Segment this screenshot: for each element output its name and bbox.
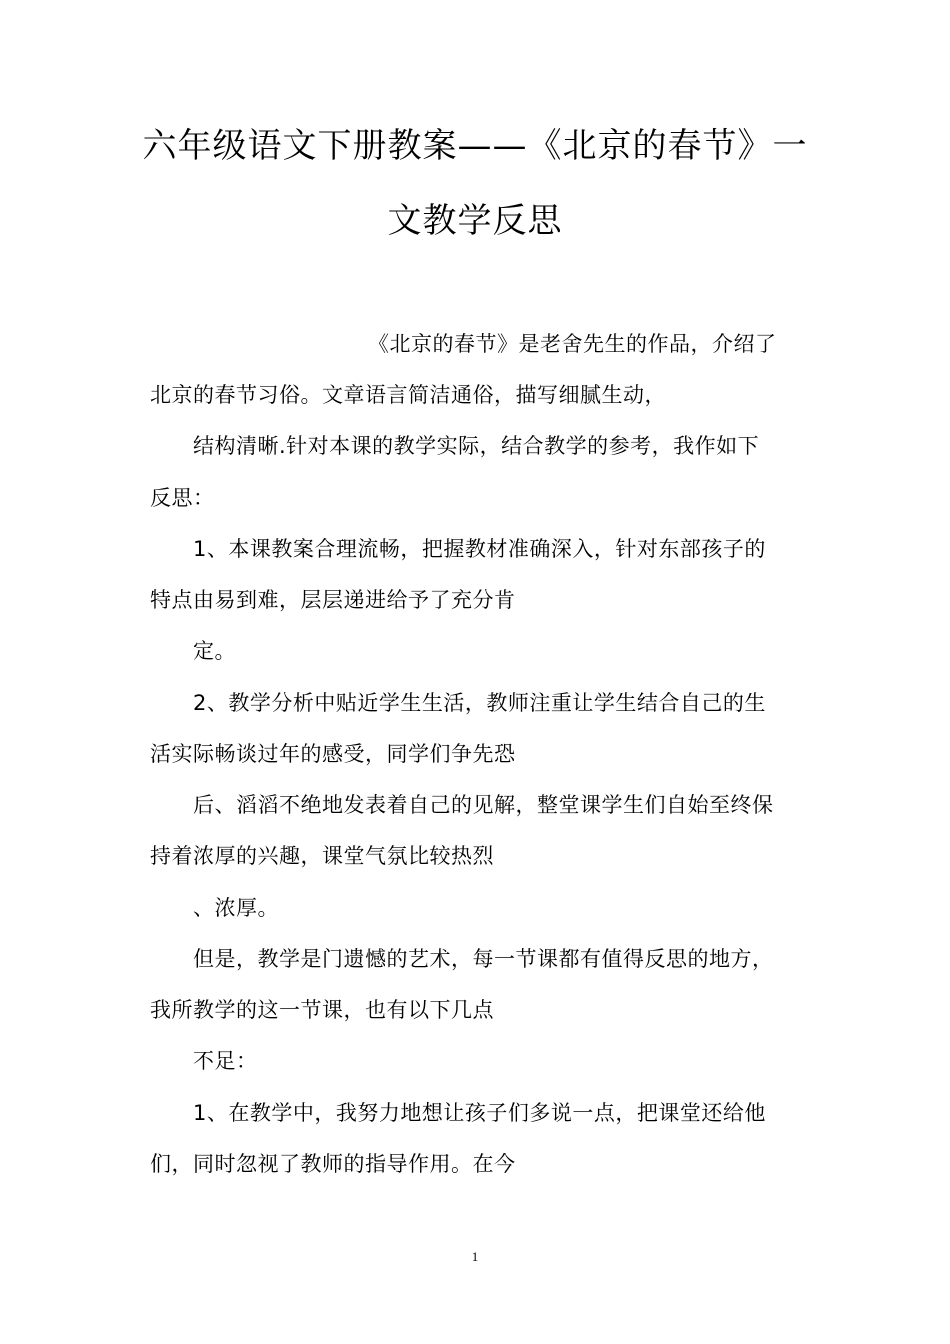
paragraph-line: 活实际畅谈过年的感受，同学们争先恐 (150, 742, 516, 766)
paragraph-line: 持着浓厚的兴趣，课堂气氛比较热烈 (150, 844, 494, 868)
paragraph-line: 但是，教学是门遗憾的艺术，每一节课都有值得反思的地方， (193, 947, 774, 971)
paragraph-line: 结构清晰.针对本课的教学实际，结合教学的参考，我作如下 (193, 434, 760, 458)
paragraph-line: 定。 (193, 639, 236, 663)
paragraph-line: 《北京的春节》是老舍先生的作品，介绍了 (368, 332, 777, 356)
paragraph-line: 2、教学分析中贴近学生生活，教师注重让学生结合自己的生 (193, 691, 766, 715)
page-number: 1 (471, 1249, 479, 1264)
paragraph-line: 反思： (150, 486, 215, 510)
paragraph-line: 1、在教学中，我努力地想让孩子们多说一点，把课堂还给他 (193, 1101, 766, 1125)
paragraph-line: 我所教学的这一节课，也有以下几点 (150, 998, 494, 1022)
paragraph-line: 不足： (193, 1049, 258, 1073)
paragraph-line: 后、滔滔不绝地发表着自己的见解，整堂课学生们自始至终保 (193, 793, 774, 817)
paragraph-line: 1、本课教案合理流畅，把握教材准确深入，针对东部孩子的 (193, 537, 766, 561)
document-title-line-1: 六年级语文下册教案——《北京的春节》一 (142, 126, 808, 166)
paragraph-line: 们，同时忽视了教师的指导作用。在今 (150, 1152, 516, 1176)
paragraph-line: 、浓厚。 (193, 896, 279, 920)
document-title-line-2: 文教学反思 (387, 201, 563, 241)
paragraph-line: 北京的春节习俗。文章语言简洁通俗，描写细腻生动， (150, 383, 666, 407)
paragraph-line: 特点由易到难，层层递进给予了充分肯 (150, 588, 516, 612)
